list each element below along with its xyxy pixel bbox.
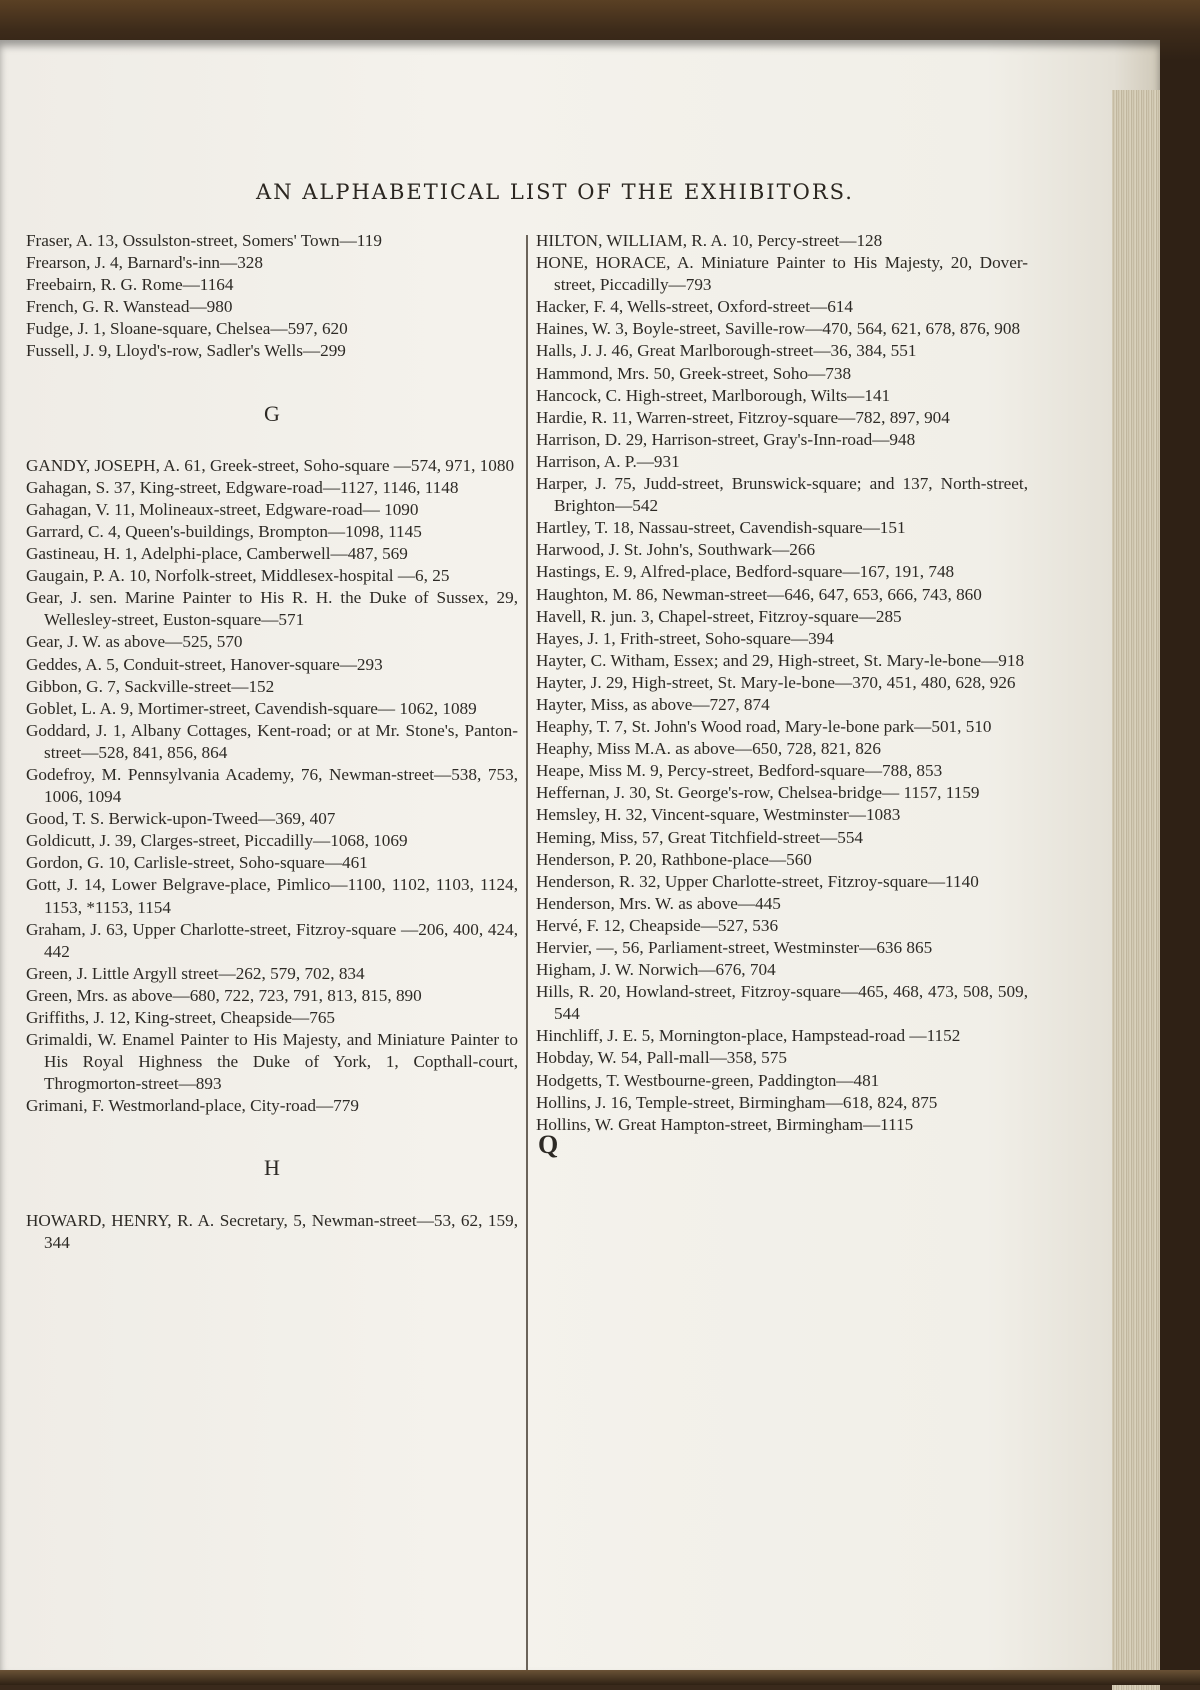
list-entry: Hobday, W. 54, Pall-mall—358, 575 xyxy=(536,1048,787,1068)
list-entry: Gear, J. W. as above—525, 570 xyxy=(26,632,243,652)
list-entry: Good, T. S. Berwick-upon-Tweed—369, 407 xyxy=(26,809,336,829)
entry-group-f xyxy=(26,230,518,363)
list-entry: Grimani, F. Westmorland-place, City-road—779 xyxy=(26,1096,359,1116)
list-entry: Heaphy, T. 7, St. John's Wood road, Mary-le-bone park—501, 510 xyxy=(536,717,992,737)
list-entry: Gear, J. sen. Marine Painter to His R. H. the Duke of Sussex, 29, Wellesley-street, Euston-square—571 xyxy=(26,588,518,630)
book-bottom-edge xyxy=(0,1670,1200,1685)
list-entry: Gordon, G. 10, Carlisle-street, Soho-square—461 xyxy=(26,853,368,873)
list-entry: Grimaldi, W. Enamel Painter to His Majesty, and Miniature Painter to His Royal Highness the Duke of York, 1, Copthall-court, Throgmorton-street—893 xyxy=(26,1030,518,1094)
list-entry: Harrison, D. 29, Harrison-street, Gray's-Inn-road—948 xyxy=(536,429,916,449)
list-entry: Hancock, C. High-street, Marlborough, Wilts—141 xyxy=(536,385,891,405)
right-column xyxy=(536,230,1028,1159)
entry-group-g xyxy=(26,455,518,1118)
list-entry: Harwood, J. St. John's, Southwark—266 xyxy=(536,540,816,560)
list-entry: Hardie, R. 11, Warren-street, Fitzroy-square—782, 897, 904 xyxy=(536,407,950,427)
list-entry: Hastings, E. 9, Alfred-place, Bedford-square—167, 191, 748 xyxy=(536,562,955,582)
list-entry: HOWARD, HENRY, R. A. Secretary, 5, Newman-street—53, 62, 159, 344 xyxy=(26,1210,518,1252)
list-entry: Heaphy, Miss M.A. as above—650, 728, 821, 826 xyxy=(536,739,881,759)
list-entry: Heming, Miss, 57, Great Titchfield-street—554 xyxy=(536,827,864,847)
page xyxy=(0,40,1160,1670)
list-entry: Hayes, J. 1, Frith-street, Soho-square—394 xyxy=(536,628,834,648)
list-entry: Green, J. Little Argyll street—262, 579, 702, 834 xyxy=(26,963,365,983)
list-entry: Heffernan, J. 30, St. George's-row, Chelsea-bridge— 1157, 1159 xyxy=(536,783,980,803)
list-entry: Hayter, C. Witham, Essex; and 29, High-street, St. Mary-le-bone—918 xyxy=(536,650,1025,670)
list-entry: Heape, Miss M. 9, Percy-street, Bedford-square—788, 853 xyxy=(536,761,943,781)
list-entry: Hayter, J. 29, High-street, St. Mary-le-bone—370, 451, 480, 628, 926 xyxy=(536,672,1016,692)
list-entry: Hollins, W. Great Hampton-street, Birmingham—1115 xyxy=(536,1114,914,1134)
list-entry: Henderson, P. 20, Rathbone-place—560 xyxy=(536,849,812,869)
list-entry: Henderson, Mrs. W. as above—445 xyxy=(536,893,781,913)
list-entry: Haughton, M. 86, Newman-street—646, 647, 653, 666, 743, 860 xyxy=(536,584,982,604)
list-entry: Fudge, J. 1, Sloane-square, Chelsea—597, 620 xyxy=(26,319,348,339)
list-entry: Harper, J. 75, Judd-street, Brunswick-square; and 137, North-street, Brighton—542 xyxy=(536,474,1028,516)
page-fore-edge xyxy=(1112,90,1160,1690)
page-header: AN ALPHABETICAL LIST OF THE EXHIBITORS. xyxy=(256,180,854,204)
list-entry: Fraser, A. 13, Ossulston-street, Somers' Town—119 xyxy=(26,231,382,250)
list-entry: Goldicutt, J. 39, Clarges-street, Piccadilly—1068, 1069 xyxy=(26,831,408,851)
list-entry: Henderson, R. 32, Upper Charlotte-street, Fitzroy-square—1140 xyxy=(536,871,979,891)
list-entry: Griffiths, J. 12, King-street, Cheapside—765 xyxy=(26,1008,336,1027)
list-entry: Hacker, F. 4, Wells-street, Oxford-street—614 xyxy=(536,297,853,317)
list-entry: Fussell, J. 9, Lloyd's-row, Sadler's Wells—299 xyxy=(26,341,346,361)
list-entry: Hemsley, H. 32, Vincent-square, Westminster—1083 xyxy=(536,805,901,825)
list-entry: Hollins, J. 16, Temple-street, Birmingham—618, 824, 875 xyxy=(536,1092,938,1112)
list-entry: Gaugain, P. A. 10, Norfolk-street, Middlesex-hospital —6, 25 xyxy=(26,566,450,586)
list-entry: Green, Mrs. as above—680, 722, 723, 791, 813, 815, 890 xyxy=(26,985,422,1005)
list-entry: Harrison, A. P.—931 xyxy=(536,451,680,471)
list-entry: Havell, R. jun. 3, Chapel-street, Fitzroy-square—285 xyxy=(536,606,902,626)
list-entry: Goddard, J. 1, Albany Cottages, Kent-road; or at Mr. Stone's, Panton-street—528, 841, 856, 864 xyxy=(26,720,518,762)
list-entry: Graham, J. 63, Upper Charlotte-street, Fitzroy-square —206, 400, 424, 442 xyxy=(26,919,518,961)
column-divider xyxy=(526,235,528,1685)
list-entry: Higham, J. W. Norwich—676, 704 xyxy=(536,960,776,980)
list-entry: Frearson, J. 4, Barnard's-inn—328 xyxy=(26,253,263,273)
list-entry: Garrard, C. 4, Queen's-buildings, Brompton—1098, 1145 xyxy=(26,521,422,541)
list-entry: Hinchliff, J. E. 5, Mornington-place, Hampstead-road —1152 xyxy=(536,1026,961,1046)
list-entry: Hodgetts, T. Westbourne-green, Paddington—481 xyxy=(536,1070,880,1090)
list-entry: Gott, J. 14, Lower Belgrave-place, Pimlico—1100, 1102, 1103, 1124, 1153, *1153, 1154 xyxy=(26,875,518,917)
list-entry: Geddes, A. 5, Conduit-street, Hanover-square—293 xyxy=(26,654,383,674)
left-column xyxy=(26,230,518,1254)
list-entry: Hammond, Mrs. 50, Greek-street, Soho—738 xyxy=(536,363,852,383)
list-entry: Hervé, F. 12, Cheapside—527, 536 xyxy=(536,915,779,935)
list-entry: Freebairn, R. G. Rome—1164 xyxy=(26,275,234,295)
list-entry: Godefroy, M. Pennsylvania Academy, 76, Newman-street—538, 753, 1006, 1094 xyxy=(26,764,518,807)
list-entry: Halls, J. J. 46, Great Marlborough-street—36, 384, 551 xyxy=(536,341,917,361)
list-entry: Hartley, T. 18, Nassau-street, Cavendish-square—151 xyxy=(536,518,906,538)
section-letter-g: G xyxy=(264,400,280,426)
list-entry: HILTON, WILLIAM, R. A. 10, Percy-street—128 xyxy=(536,231,883,250)
list-entry: Gastineau, H. 1, Adelphi-place, Camberwell—487, 569 xyxy=(26,544,408,564)
section-letter-h: H xyxy=(264,1155,280,1181)
catchword: Q xyxy=(538,1129,559,1159)
list-entry: Gibbon, G. 7, Sackville-street—152 xyxy=(26,676,275,696)
list-entry: Haines, W. 3, Boyle-street, Saville-row—470, 564, 621, 678, 876, 908 xyxy=(536,319,1021,339)
list-entry: HONE, HORACE, A. Miniature Painter to His Majesty, 20, Dover-street, Piccadilly—793 xyxy=(536,253,1028,295)
list-entry: Hayter, Miss, as above—727, 874 xyxy=(536,694,770,714)
list-entry: French, G. R. Wanstead—980 xyxy=(26,297,233,317)
entry-group-h xyxy=(26,1210,518,1254)
list-entry: Gahagan, V. 11, Molineaux-street, Edgware-road— 1090 xyxy=(26,499,419,519)
list-entry: Hervier, —, 56, Parliament-street, Westminster—636 865 xyxy=(536,938,933,957)
list-entry: GANDY, JOSEPH, A. 61, Greek-street, Soho-square —574, 971, 1080 xyxy=(26,455,515,475)
list-entry: Hills, R. 20, Howland-street, Fitzroy-square—465, 468, 473, 508, 509, 544 xyxy=(536,982,1028,1024)
list-entry: Gahagan, S. 37, King-street, Edgware-road—1127, 1146, 1148 xyxy=(26,477,459,497)
list-entry: Goblet, L. A. 9, Mortimer-street, Cavendish-square— 1062, 1089 xyxy=(26,698,477,718)
